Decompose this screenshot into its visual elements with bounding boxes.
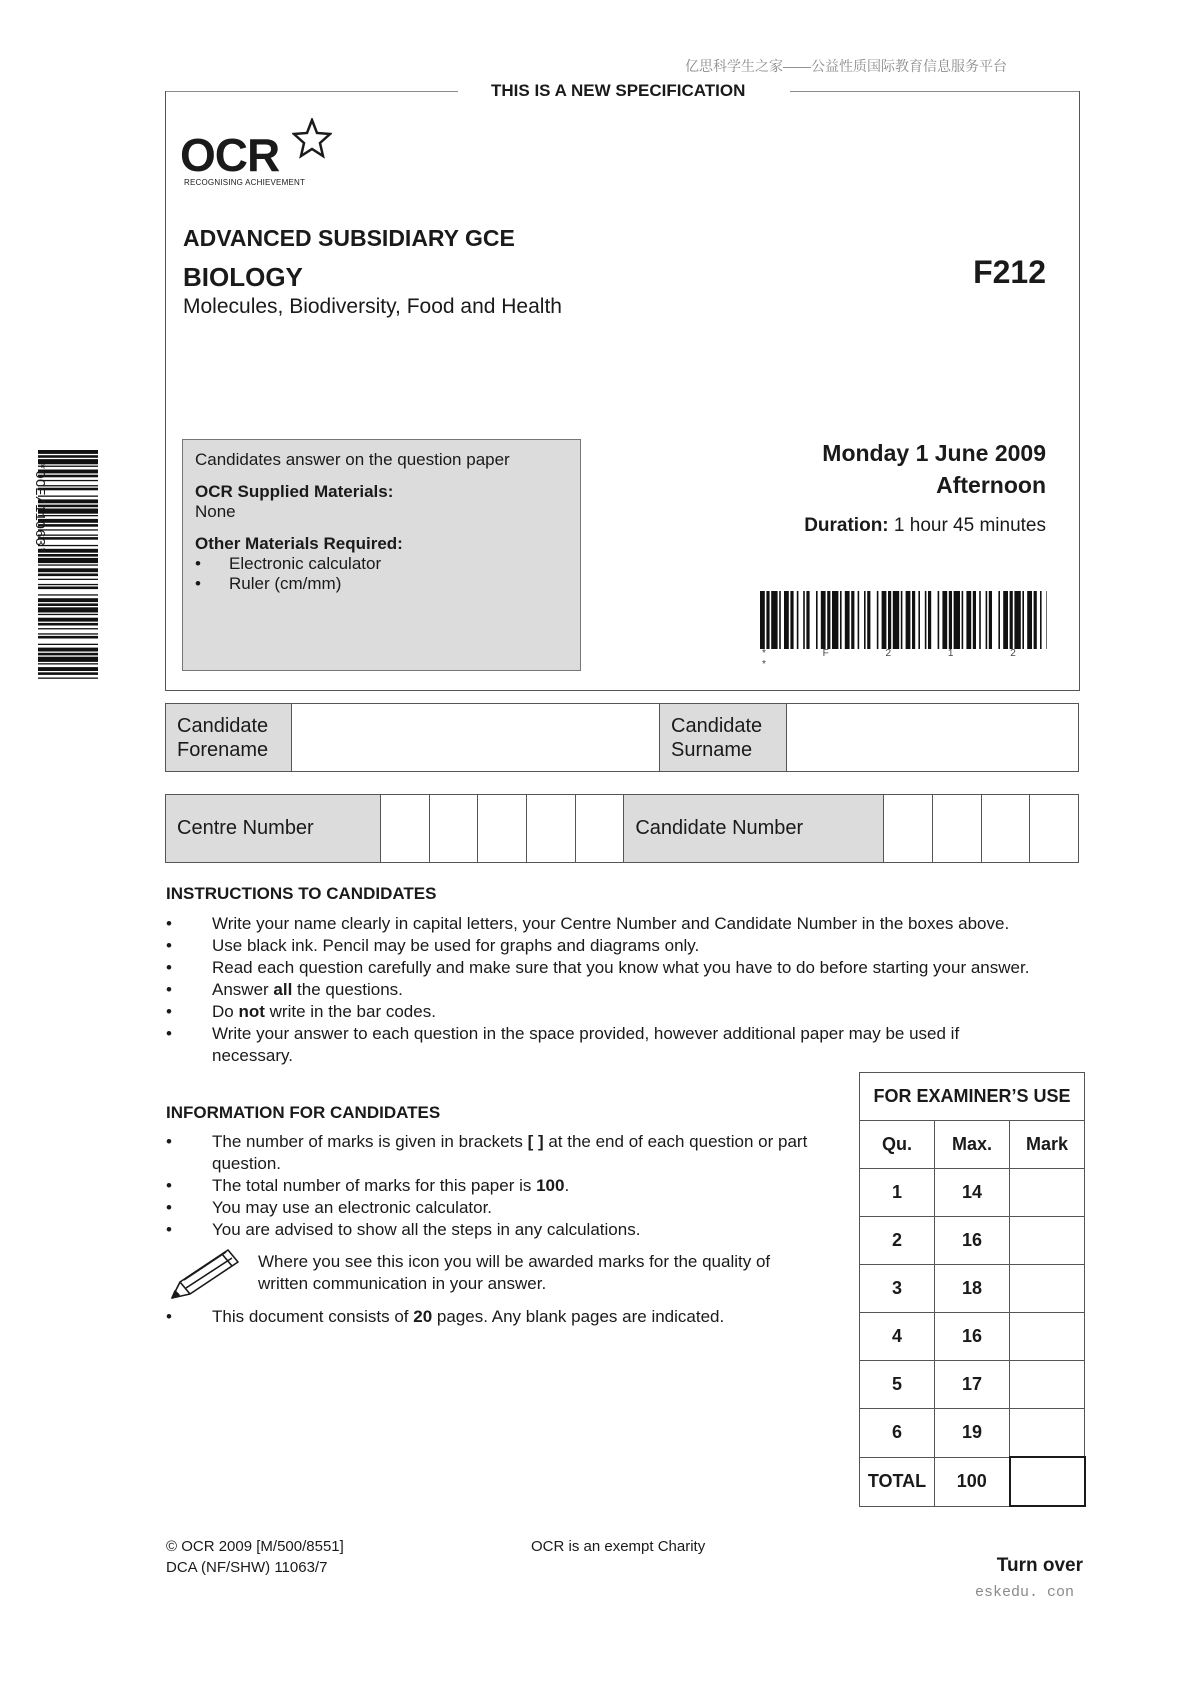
- barcode-bar: [38, 648, 98, 652]
- centre-number-box[interactable]: [478, 795, 527, 863]
- mark-cell[interactable]: [1010, 1265, 1085, 1313]
- other-materials-list: [195, 554, 568, 594]
- barcode-bar: [38, 667, 98, 671]
- barcode-bar: [962, 591, 964, 649]
- barcode-bar: [38, 657, 98, 662]
- centre-number-box[interactable]: [575, 795, 624, 863]
- mark-cell[interactable]: [1010, 1409, 1085, 1458]
- table-row: 5 17: [860, 1361, 1085, 1409]
- barcode-bar: [38, 678, 98, 679]
- exam-date-block: [822, 437, 1046, 501]
- barcode-bar: [38, 594, 98, 595]
- barcode-bar: [38, 558, 98, 563]
- barcode-bar: [771, 591, 777, 649]
- table-row: 4 16: [860, 1313, 1085, 1361]
- barcode-bar: [790, 591, 793, 649]
- barcode-bar: [38, 633, 98, 634]
- candidate-number-label: Candidate Number: [624, 795, 884, 863]
- materials-box: [182, 439, 581, 671]
- table-row: 2 16: [860, 1217, 1085, 1265]
- barcode-bar: [1003, 591, 1008, 649]
- barcode-bar: [918, 591, 920, 649]
- list-item: • Read each question carefully and make sure that you know what you have to do before starting your answer.: [166, 957, 1096, 979]
- candidate-number-box[interactable]: [884, 795, 933, 863]
- barcode-bar: [38, 603, 98, 606]
- list-item: • You are advised to show all the steps in any calculations.: [166, 1219, 826, 1241]
- answer-note: Candidates answer on the question paper: [195, 450, 510, 469]
- barcode-bar: [1034, 591, 1037, 649]
- information-list-end: [166, 1306, 826, 1328]
- barcode-bar: [38, 450, 98, 454]
- barcode-bar: [38, 545, 98, 546]
- barcode-bar: [38, 623, 98, 626]
- barcode-bar: [928, 591, 931, 649]
- pencil-icon: [166, 1244, 241, 1302]
- barcode-bar: [832, 591, 838, 649]
- barcode-bar: [867, 591, 870, 649]
- candidate-number-table: [165, 794, 1079, 863]
- total-value: 100: [935, 1457, 1010, 1506]
- barcode-bar: [38, 587, 98, 590]
- barcode-bar: [888, 591, 891, 649]
- barcode-bar: [38, 499, 98, 503]
- surname-field[interactable]: [787, 704, 1079, 772]
- barcode-bar: [38, 515, 98, 516]
- barcode-bar: [38, 618, 98, 622]
- side-barcode: [38, 450, 98, 680]
- barcode-bar: [806, 591, 809, 649]
- list-item: • Ruler (cm/mm): [195, 574, 568, 594]
- barcode-bar: [38, 568, 98, 572]
- barcode-bar: [38, 653, 98, 656]
- barcode-bar: [38, 598, 98, 602]
- candidate-name-table: [165, 703, 1079, 772]
- exam-session: Afternoon: [936, 472, 1046, 498]
- supplied-materials-label: OCR Supplied Materials:: [195, 482, 394, 501]
- barcode-bar: [38, 509, 98, 514]
- list-item: • This document consists of 20 pages. Any blank pages are indicated.: [166, 1306, 826, 1328]
- list-item: • Electronic calculator: [195, 554, 568, 574]
- barcode-bar: [38, 459, 98, 464]
- barcode-bar: [38, 519, 98, 523]
- barcode-bar: [38, 584, 98, 585]
- barcode-bar: [38, 480, 98, 481]
- total-mark-cell[interactable]: [1010, 1457, 1085, 1506]
- subject-title: BIOLOGY: [183, 262, 303, 292]
- information-heading: INFORMATION FOR CANDIDATES: [166, 1103, 441, 1122]
- candidate-number-box[interactable]: [1030, 795, 1079, 863]
- barcode-bar: [973, 591, 976, 649]
- barcode-bar: [858, 591, 860, 649]
- centre-number-box[interactable]: [429, 795, 478, 863]
- barcode-bar: [38, 628, 98, 629]
- barcode-bar: [38, 535, 98, 536]
- barcode-bar: [1040, 591, 1042, 649]
- list-item: • Use black ink. Pencil may be used for graphs and diagrams only.: [166, 935, 1096, 957]
- barcode-bar: [1022, 591, 1024, 649]
- list-item: • Do not write in the bar codes.: [166, 1001, 1096, 1023]
- barcode-bar: [845, 591, 850, 649]
- centre-number-label: Centre Number: [166, 795, 381, 863]
- barcode-bar: [38, 579, 98, 580]
- barcode-bar: [882, 591, 887, 649]
- candidate-number-box[interactable]: [981, 795, 1030, 863]
- pencil-note: Where you see this icon you will be awarded marks for the quality of written communication in your answer.: [258, 1252, 771, 1293]
- mark-cell[interactable]: [1010, 1217, 1085, 1265]
- barcode-bar: [38, 505, 98, 508]
- list-item: • Write your answer to each question in the space provided, however additional paper may be used if necessary.: [166, 1023, 1002, 1067]
- barcode-bar: [925, 591, 927, 649]
- instructions-list: [166, 913, 1096, 1067]
- watermark-top: 亿思科学生之家——公益性质国际教育信息服务平台: [685, 58, 1007, 74]
- mark-cell[interactable]: [1010, 1313, 1085, 1361]
- total-label: TOTAL: [860, 1457, 935, 1506]
- mark-cell[interactable]: [1010, 1361, 1085, 1409]
- exam-date: Monday 1 June 2009: [822, 440, 1046, 466]
- barcode-bar: [38, 496, 98, 497]
- side-barcode-text: *OCE/11063*: [31, 462, 47, 555]
- header-mark: Mark: [1010, 1121, 1085, 1169]
- barcode-bar: [38, 485, 98, 486]
- duration-label: Duration:: [804, 515, 889, 536]
- barcode-bar: [979, 591, 981, 649]
- barcode-bar: [38, 607, 98, 612]
- barcode-bar: [38, 614, 98, 615]
- header-max: Max.: [935, 1121, 1010, 1169]
- examiner-use-table: [859, 1072, 1086, 1507]
- barcode-bar: [989, 591, 992, 649]
- barcode-bar: [906, 591, 911, 649]
- barcode-bar: [38, 466, 98, 467]
- barcode-bar: [38, 564, 98, 565]
- barcode-bar: [840, 591, 842, 649]
- turn-over: Turn over: [996, 1555, 1083, 1576]
- barcode-bar: [1010, 591, 1013, 649]
- duration-value: 1 hour 45 minutes: [893, 515, 1046, 536]
- copyright: © OCR 2009 [M/500/8551]: [166, 1538, 344, 1555]
- examiner-table-title: FOR EXAMINER’S USE: [860, 1073, 1085, 1121]
- list-item: • Answer all the questions.: [166, 979, 1096, 1001]
- list-item: • The number of marks is given in brackets [ ] at the end of each question or part question.: [166, 1131, 826, 1175]
- supplied-materials-value: None: [195, 502, 236, 521]
- barcode-bar: [954, 591, 960, 649]
- table-row: 3 18: [860, 1265, 1085, 1313]
- logo-tagline: RECOGNISING ACHIEVEMENT: [184, 178, 306, 187]
- barcode-bar: [38, 574, 98, 577]
- barcode-bar: [38, 644, 98, 645]
- table-row: 1 14: [860, 1169, 1085, 1217]
- barcode-bar: [38, 529, 98, 530]
- barcode-bar: [1046, 591, 1047, 649]
- mark-cell[interactable]: [1010, 1169, 1085, 1217]
- table-row: 6 19: [860, 1409, 1085, 1458]
- ocr-logo: OCR: [180, 129, 280, 181]
- barcode-bar: [766, 591, 769, 649]
- ocr-star-icon: [292, 118, 332, 160]
- barcode-bar: [803, 591, 805, 649]
- barcode-bar: [38, 475, 98, 478]
- candidate-number-box[interactable]: [932, 795, 981, 863]
- barcode-bar: [38, 470, 98, 474]
- surname-label: Candidate Surname: [660, 704, 787, 772]
- barcode-text: * F 2 1 2 *: [762, 648, 1043, 670]
- barcode-bar: [986, 591, 988, 649]
- information-list: [166, 1131, 826, 1241]
- forename-field[interactable]: [292, 704, 660, 772]
- barcode-bar: [942, 591, 947, 649]
- barcode-bar: [1014, 591, 1020, 649]
- barcode-bar: [779, 591, 781, 649]
- barcode-bar: [38, 488, 98, 491]
- list-item: • You may use an electronic calculator.: [166, 1197, 826, 1219]
- list-item: • Write your name clearly in capital letters, your Centre Number and Candidate Number in the boxes above.: [166, 913, 1096, 935]
- barcode-bar: [938, 591, 940, 649]
- other-materials-label: Other Materials Required:: [195, 534, 403, 553]
- list-item: • The total number of marks for this paper is 100.: [166, 1175, 826, 1197]
- barcode-bar: [38, 636, 98, 639]
- barcode-bar: [38, 672, 98, 675]
- barcode-bar: [38, 549, 98, 553]
- footer-left: [166, 1536, 344, 1578]
- barcode-bar: [864, 591, 866, 649]
- barcode-bar: [784, 591, 789, 649]
- barcode-bar: [966, 591, 971, 649]
- centre-number-box[interactable]: [526, 795, 575, 863]
- forename-label: Candidate Forename: [166, 704, 292, 772]
- paper-barcode: [760, 591, 1047, 649]
- watermark-bottom: eskedu. con: [975, 1584, 1075, 1601]
- barcode-bar: [851, 591, 854, 649]
- instructions-heading: INSTRUCTIONS TO CANDIDATES: [166, 884, 437, 903]
- barcode-bar: [760, 591, 765, 649]
- unit-code: F212: [973, 254, 1046, 290]
- centre-number-box[interactable]: [380, 795, 429, 863]
- barcode-bar: [38, 524, 98, 527]
- header-question: Qu.: [860, 1121, 935, 1169]
- barcode-bar: [912, 591, 915, 649]
- barcode-bar: [38, 455, 98, 458]
- barcode-bar: [893, 591, 899, 649]
- barcode-bar: [827, 591, 830, 649]
- unit-title: Molecules, Biodiversity, Food and Health: [183, 295, 562, 318]
- charity-note: OCR is an exempt Charity: [531, 1538, 706, 1555]
- barcode-bar: [38, 663, 98, 664]
- barcode-bar: [877, 591, 879, 649]
- exam-duration: [804, 515, 1046, 537]
- barcode-bar: [901, 591, 903, 649]
- barcode-bar: [1027, 591, 1032, 649]
- qualification-level: ADVANCED SUBSIDIARY GCE: [183, 225, 515, 251]
- barcode-bar: [998, 591, 1000, 649]
- total-row: [860, 1457, 1085, 1506]
- barcode-bar: [816, 591, 818, 649]
- barcode-bar: [949, 591, 952, 649]
- barcode-bar: [797, 591, 799, 649]
- barcode-bar: [38, 537, 98, 540]
- reference: DCA (NF/SHW) 11063/7: [166, 1559, 328, 1576]
- spec-notice: THIS IS A NEW SPECIFICATION: [487, 81, 749, 101]
- barcode-bar: [821, 591, 826, 649]
- barcode-bar: [38, 554, 98, 557]
